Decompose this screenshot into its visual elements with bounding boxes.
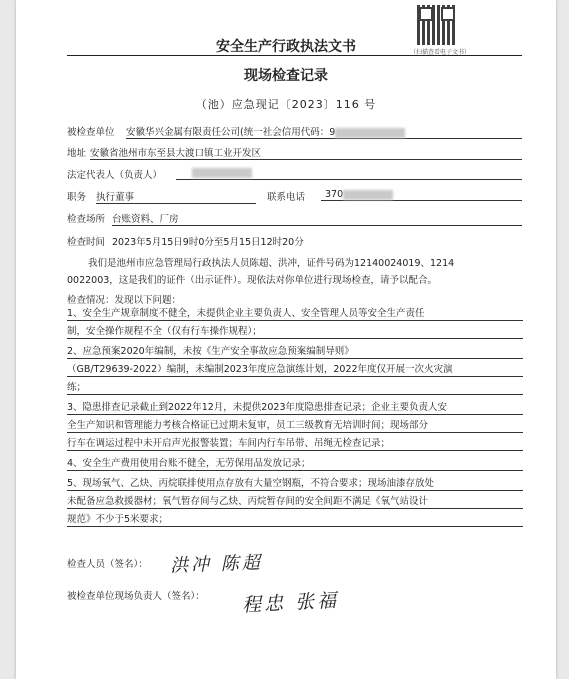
- inspected-unit-value: 安徽华兴金属有限责任公司(统一社会信用代码：9: [126, 124, 522, 139]
- record-title: 现场检查记录: [244, 68, 328, 84]
- phone-label: 联系电话: [267, 192, 306, 203]
- redacted-block: [343, 190, 393, 200]
- statement-line-1: 我们是池州市应急管理局行政执法人员陈超、洪冲，证件号码为12140024019、1214: [88, 258, 455, 269]
- position-label: 职务: [67, 192, 87, 203]
- finding-line: 制，安全操作规程不全（仅有行车操作规程）；: [67, 325, 523, 339]
- legal-rep-label: 法定代表人（负责人）: [67, 170, 163, 181]
- unit-rep-signature: 程忠 张福: [241, 589, 340, 617]
- inspector-signature-label: 检查人员（签名）：: [67, 559, 148, 570]
- unit-rep-signature-label: 被检查单位现场负责人（签名）：: [67, 591, 205, 602]
- finding-line: 1、安全生产规章制度不健全，未提供企业主要负责人、安全管理人员等安全生产责任: [67, 307, 523, 321]
- location-label: 检查场所: [67, 214, 106, 225]
- qr-caption: （扫描查看电子文书）: [410, 49, 471, 56]
- finding-line: （GB/T29639-2022）编制，未编制2023年度应急演练计划，2022年度仅开展一次火灾演: [67, 363, 523, 377]
- finding-line: 4、安全生产费用使用台账不健全，无劳保用品发放记录；: [67, 457, 523, 471]
- time-label: 检查时间: [67, 237, 106, 248]
- time-value: 2023年5月15日9时0分至5月15日12时20分: [112, 237, 304, 248]
- finding-line: 练；: [67, 381, 523, 395]
- finding-line: 全生产知识和管理能力考核合格证已过期未复审，员工三级教育无培训时间；现场部分: [67, 419, 523, 433]
- finding-line: 2、应急预案2020年编制，未按《生产安全事故应急预案编制导则》: [67, 345, 523, 359]
- finding-line: 规范》不少于5米要求；: [67, 513, 523, 527]
- address-label: 地址: [67, 148, 87, 159]
- statement-line-2: 0022003，这是我们的证件（出示证件）。现依法对你单位进行现场检查，请予以配合。: [67, 275, 438, 286]
- finding-line: 行车在调运过程中未开启声光报警装置；车间内行车吊带、吊绳无检查记录；: [67, 437, 523, 451]
- document-page: [16, 0, 556, 679]
- inspector-signature: 洪冲 陈超: [169, 552, 264, 577]
- address-value: 安徽省池州市东至县大渡口镇工业开发区: [90, 145, 522, 160]
- finding-line: 未配备应急救援器材；氧气暂存间与乙炔、丙烷暂存间的安全间距不满足《氧气站设计: [67, 495, 523, 509]
- document-title: 安全生产行政执法文书: [216, 39, 356, 55]
- phone-value: 370: [321, 189, 522, 201]
- findings-heading: 检查情况：发现以下问题：: [67, 295, 182, 306]
- finding-line: 3、隐患排查记录截止到2022年12月，未提供2023年度隐患排查记录；企业主要负责人安: [67, 401, 523, 415]
- legal-rep-value: [176, 167, 522, 180]
- title-divider: [67, 55, 522, 56]
- finding-line: 5、现场氧气、乙炔、丙烷联排使用点存放有大量空钢瓶，不符合要求；现场油漆存放处: [67, 477, 523, 491]
- document-number: （池）应急现记〔2023〕116 号: [195, 98, 377, 111]
- redacted-block: [335, 128, 405, 138]
- position-value: 执行董事: [96, 189, 256, 204]
- redacted-block: [192, 168, 252, 178]
- location-value: 台账资料、厂房: [112, 211, 522, 226]
- inspected-unit-label: 被检查单位: [67, 127, 115, 138]
